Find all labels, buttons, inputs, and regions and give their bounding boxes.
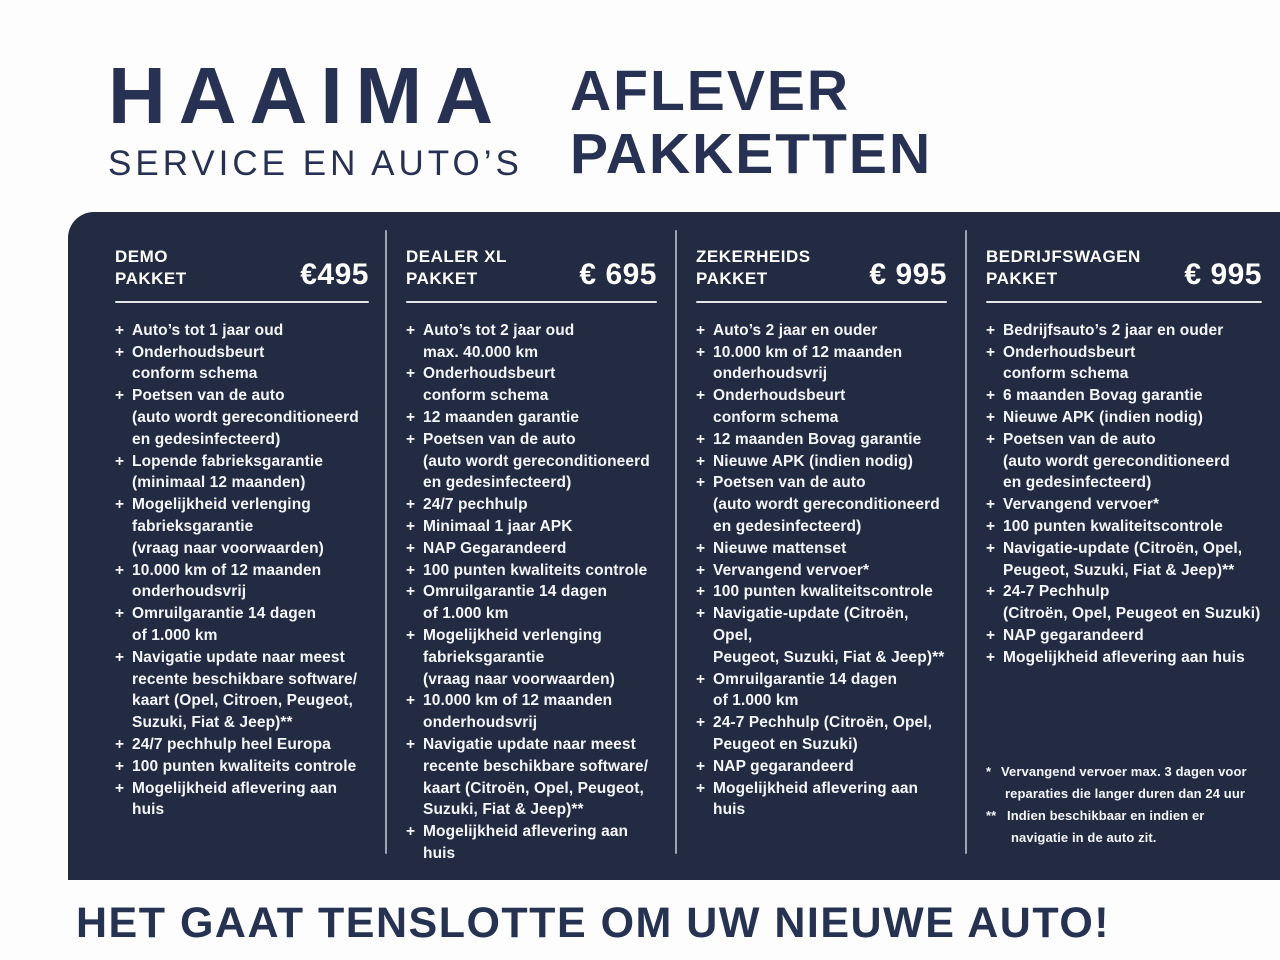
item-line: fabrieksgarantie [132,518,254,536]
package-item [406,560,657,582]
package-item [115,560,369,604]
plus-icon: + [696,757,706,775]
plus-icon: + [406,430,416,448]
item-line: (auto wordt gereconditioneerd [132,409,359,427]
item-line: Poetsen van de auto [423,430,576,448]
package-item-list [115,320,369,821]
footnote-marker: ** [986,807,997,823]
package-title-line: ZEKERHEIDS [696,247,811,266]
item-line: of 1.000 km [423,605,509,623]
package-item [696,538,947,560]
plus-icon: + [406,561,416,579]
item-line: Navigatie-update (Citroën, Opel, [713,605,909,645]
item-line: NAP gegarandeerd [1003,627,1144,645]
column-divider [965,230,967,854]
item-line: (Citroën, Opel, Peugeot en Suzuki) [1003,605,1261,623]
plus-icon: + [986,539,996,557]
plus-icon: + [986,583,996,601]
plus-icon: + [115,561,125,579]
item-line: Peugeot en Suzuki) [713,736,858,754]
package-item [696,320,947,342]
plus-icon: + [115,343,125,361]
packages-panel [68,212,1280,880]
plus-icon: + [406,539,416,557]
package-item [696,560,947,582]
brand-logo [108,51,523,184]
item-line: Nieuwe mattenset [713,539,847,557]
package-item [696,712,947,756]
item-line: (minimaal 12 maanden) [132,474,306,492]
item-line: Navigatie update naar meest [423,736,636,754]
item-line: Mogelijkheid verlenging [423,627,602,645]
item-line: 24-7 Pechhulp [1003,583,1110,601]
title-underline [696,301,947,303]
plus-icon: + [986,409,996,427]
item-line: conform schema [1003,365,1129,383]
footnote-line: navigatie in de auto zit. [1011,829,1157,845]
item-line: Auto’s tot 1 jaar oud [132,321,284,339]
item-line: Nieuwe APK (indien nodig) [1003,409,1203,427]
package-item [115,385,369,450]
item-line: Mogelijkheid aflevering aan huis [423,823,629,862]
brand-subtitle: SERVICE EN AUTO’S [108,144,523,183]
footnote [986,761,1262,805]
package-title-line: PAKKET [696,269,768,289]
package-item [406,407,657,429]
package-item [696,581,947,603]
item-line: max. 40.000 km [423,343,539,361]
package-title-line: PAKKET [986,269,1058,289]
package-item [986,407,1262,429]
item-line: conform schema [423,387,549,405]
package-item [406,516,657,538]
plus-icon: + [115,605,125,623]
item-line: Onderhoudsbeurt [1003,343,1136,361]
title-underline [406,301,657,303]
footnote-marker: * [986,763,992,779]
title-underline [986,301,1262,303]
package-item [406,581,657,625]
item-line: Mogelijkheid aflevering aan huis [1003,648,1245,666]
item-line: 12 maanden garantie [423,409,580,427]
item-line: conform schema [132,365,258,383]
plus-icon: + [696,474,706,492]
item-line: Onderhoudsbeurt [713,387,846,405]
plus-icon: + [115,736,125,754]
plus-icon: + [406,823,416,841]
package-item [406,363,657,407]
item-line: (auto wordt gereconditioneerd [713,496,940,514]
item-line: 100 punten kwaliteitscontrole [1003,518,1223,536]
item-line: Poetsen van de auto [1003,430,1156,448]
package-item [696,385,947,429]
item-line: en gedesinfecteerd) [1003,474,1152,492]
item-line: en gedesinfecteerd) [132,430,281,448]
item-line: Suzuki, Fiat & Jeep)** [423,801,584,819]
item-line: Suzuki, Fiat & Jeep)** [132,714,293,732]
package-price: € 695 [579,257,657,291]
title-underline [115,301,369,303]
package-item-list [406,320,657,865]
plus-icon: + [115,321,125,339]
package-item [986,538,1262,582]
item-line: Mogelijkheid aflevering aan huis [132,779,338,819]
column-divider [675,230,677,854]
plus-icon: + [986,430,996,448]
plus-icon: + [986,496,996,514]
plus-icon: + [406,496,416,514]
item-line: Lopende fabrieksgarantie [132,452,324,470]
plus-icon: + [986,321,996,339]
item-line: recente beschikbare software/ [132,670,358,688]
plus-icon: + [696,343,706,361]
package-title-line: BEDRIJFSWAGEN [986,247,1141,266]
package-item [115,603,369,647]
plus-icon: + [115,452,125,470]
package-title [696,246,811,291]
package-item [115,778,369,822]
item-line: conform schema [713,409,839,427]
item-line: 24-7 Pechhulp (Citroën, Opel, [713,714,933,732]
plus-icon: + [115,648,125,666]
column-divider [385,230,387,854]
item-line: Auto’s tot 2 jaar oud [423,321,575,339]
item-line: Bedrijfsauto’s 2 jaar en ouder [1003,321,1224,339]
item-line: (vraag naar voorwaarden) [423,670,615,688]
footnotes [986,761,1262,849]
plus-icon: + [406,321,416,339]
package-item [115,494,369,559]
item-line: 100 punten kwaliteits controle [132,757,357,775]
package-price: € 995 [1184,257,1262,291]
item-line: Onderhoudsbeurt [423,365,556,383]
footnote-line: Vervangend vervoer max. 3 dagen voor [1001,763,1247,779]
package-item [986,429,1262,494]
package-item [696,451,947,473]
item-line: 12 maanden Bovag garantie [713,430,922,448]
package-item [986,516,1262,538]
item-line: of 1.000 km [713,692,799,710]
plus-icon: + [986,343,996,361]
package-header [696,246,947,291]
plus-icon: + [406,365,416,383]
item-line: Vervangend vervoer* [713,561,870,579]
package-title-line: DEMO [115,247,168,266]
plus-icon: + [696,779,706,797]
item-line: 10.000 km of 12 maanden [423,692,613,710]
plus-icon: + [406,736,416,754]
item-line: 24/7 pechhulp [423,496,528,514]
package-item [986,647,1262,669]
item-line: en gedesinfecteerd) [423,474,572,492]
item-line: Poetsen van de auto [713,474,866,492]
plus-icon: + [696,714,706,732]
item-line: (auto wordt gereconditioneerd [1003,452,1230,470]
plus-icon: + [696,430,706,448]
plus-icon: + [696,561,706,579]
package-item [696,669,947,713]
page-title [570,60,932,185]
item-line: Navigatie-update (Citroën, Opel, [1003,539,1243,557]
plus-icon: + [696,670,706,688]
item-line: 100 punten kwaliteits controle [423,561,648,579]
package-item [986,625,1262,647]
plus-icon: + [696,387,706,405]
package-item [115,756,369,778]
package-header [986,246,1262,291]
plus-icon: + [696,583,706,601]
package-item [115,451,369,495]
package-item-list [696,320,947,821]
item-line: 24/7 pechhulp heel Europa [132,736,331,754]
package-item [406,625,657,690]
brand-name: HAAIMA [108,51,506,140]
package-title [115,246,187,291]
package-item [696,472,947,537]
package-title [986,246,1141,291]
package-item [696,342,947,386]
page-title-line2: PAKKETTEN [570,121,933,186]
package-price: € 995 [869,257,947,291]
plus-icon: + [115,387,125,405]
package-item [986,581,1262,625]
package-item [406,429,657,494]
plus-icon: + [696,452,706,470]
package-title-line: PAKKET [406,269,478,289]
item-line: Omruilgarantie 14 dagen [132,605,317,623]
package-item [406,734,657,821]
bottom-tagline: HET GAAT TENSLOTTE OM UW NIEUWE AUTO! [76,899,1111,947]
plus-icon: + [986,518,996,536]
package-item [406,690,657,734]
plus-icon: + [406,692,416,710]
package-column [387,212,675,880]
package-title [406,246,507,291]
package-column [967,212,1280,880]
package-title-line: DEALER XL [406,247,507,266]
item-line: Onderhoudsbeurt [132,343,265,361]
package-title-line: PAKKET [115,269,187,289]
package-price: €495 [300,257,369,291]
plus-icon: + [406,409,416,427]
footnote-line: Indien beschikbaar en indien er [1007,807,1205,823]
item-line: Omruilgarantie 14 dagen [713,670,898,688]
plus-icon: + [406,518,416,536]
item-line: NAP Gegarandeerd [423,539,567,557]
package-item [406,821,657,865]
plus-icon: + [986,627,996,645]
item-line: 10.000 km of 12 maanden [132,561,322,579]
plus-icon: + [115,779,125,797]
package-column [68,212,385,880]
item-line: Navigatie update naar meest [132,648,345,666]
plus-icon: + [115,496,125,514]
plus-icon: + [696,605,706,623]
package-item [115,320,369,342]
item-line: 10.000 km of 12 maanden [713,343,903,361]
package-item [696,603,947,668]
item-line: NAP gegarandeerd [713,757,854,775]
plus-icon: + [696,321,706,339]
item-line: Mogelijkheid verlenging [132,496,311,514]
item-line: recente beschikbare software/ [423,757,649,775]
item-line: en gedesinfecteerd) [713,518,862,536]
item-line: Nieuwe APK (indien nodig) [713,452,913,470]
page-title-line1: AFLEVER [570,59,851,123]
item-line: Vervangend vervoer* [1003,496,1160,514]
package-column [677,212,965,880]
item-line: (auto wordt gereconditioneerd [423,452,650,470]
plus-icon: + [115,757,125,775]
package-item [406,494,657,516]
package-item [115,647,369,734]
package-item [986,342,1262,386]
footnote [986,805,1262,849]
item-line: Auto’s 2 jaar en ouder [713,321,878,339]
package-item [696,429,947,451]
item-line: Omruilgarantie 14 dagen [423,583,608,601]
item-line: Peugeot, Suzuki, Fiat & Jeep)** [713,648,945,666]
item-line: Mogelijkheid aflevering aan huis [713,779,919,819]
package-item-list [986,320,1262,669]
item-line: onderhoudsvrij [423,714,538,732]
item-line: onderhoudsvrij [132,583,247,601]
item-line: Poetsen van de auto [132,387,285,405]
plus-icon: + [406,627,416,645]
plus-icon: + [406,583,416,601]
item-line: of 1.000 km [132,627,218,645]
item-line: Minimaal 1 jaar APK [423,518,573,536]
item-line: Peugeot, Suzuki, Fiat & Jeep)** [1003,561,1235,579]
item-line: kaart (Citroën, Opel, Peugeot, [423,779,644,797]
package-header [115,246,369,291]
item-line: (vraag naar voorwaarden) [132,539,324,557]
footnote-line: reparaties die langer duren dan 24 uur [1005,785,1246,801]
item-line: 6 maanden Bovag garantie [1003,387,1203,405]
item-line: 100 punten kwaliteitscontrole [713,583,933,601]
plus-icon: + [696,539,706,557]
plus-icon: + [986,387,996,405]
package-item [986,320,1262,342]
package-item [986,494,1262,516]
package-item [115,342,369,386]
item-line: fabrieksgarantie [423,648,545,666]
package-item [696,778,947,822]
plus-icon: + [986,648,996,666]
item-line: onderhoudsvrij [713,365,828,383]
package-item [115,734,369,756]
package-header [406,246,657,291]
item-line: kaart (Opel, Citroen, Peugeot, [132,692,353,710]
package-item [406,538,657,560]
package-item [696,756,947,778]
package-item [986,385,1262,407]
package-item [406,320,657,364]
